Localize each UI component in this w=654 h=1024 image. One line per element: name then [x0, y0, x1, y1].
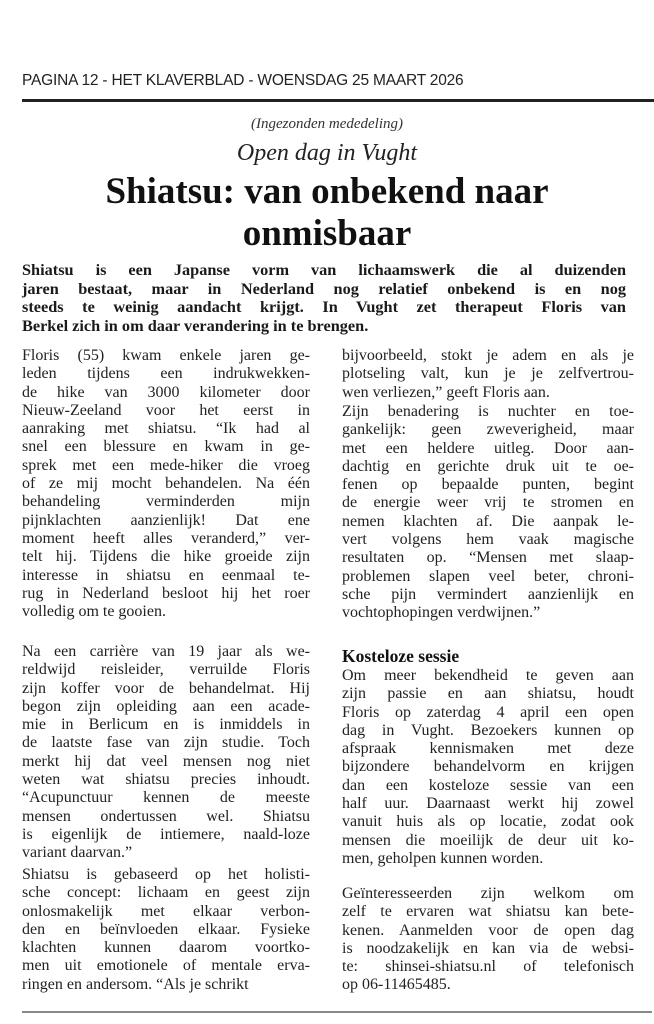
text-line: mie in Berlicum en is inmiddels in [22, 716, 310, 734]
text-line: Geïnteresseerden zijn welkom om [342, 885, 634, 902]
text-line: ringen en andersom. “Als je schrikt [22, 975, 249, 993]
right-paragraph-3 [342, 667, 634, 868]
text-line: reldwijd reisleider, verruilde Floris [22, 661, 310, 679]
text-line: Zijn benadering is nuchter en toe- [342, 403, 634, 420]
text-line: Berkel zich in om daar verandering in te brengen. [22, 315, 369, 335]
text-line: vanuit huis als op locatie, zodat ook [342, 813, 634, 831]
left-paragraph-3 [22, 866, 310, 994]
text-line: zijn passie en aan shiatsu, houdt [342, 685, 634, 703]
subtitle: Open dag in Vught [236, 140, 418, 166]
text-line: de hike van 3000 kilometer door [22, 383, 310, 401]
text-line: Shiatsu is een Japanse vorm van lichaamswerk die al duizenden [22, 260, 626, 279]
text-line: rug in Nederland besloot hij het roer [22, 584, 310, 602]
text-line: de laatste fase van zijn studie. Toch [22, 734, 310, 752]
text-line: Nieuw-Zeeland voor het eerst in [22, 401, 310, 419]
text-line: is noodzakelijk en kan via de websi- [342, 939, 634, 957]
text-line: zelf te ervaren wat shiatsu kan bete- [342, 903, 634, 921]
text-line: klachten kunnen daarom voortko- [22, 939, 310, 957]
text-line: sprek met een mede-hiker die vroeg [22, 456, 310, 474]
text-line: sche concept: lichaam en geest zijn [22, 884, 310, 902]
text-line: men uit emotionele of mentale erva- [22, 957, 310, 975]
lead-paragraph [22, 261, 626, 335]
text-line: plotseling valt, kun je je zelfvertrou- [342, 365, 634, 383]
text-line: variant daarvan.” [22, 844, 133, 862]
footer-rule [22, 1011, 652, 1013]
text-line: snel een blessure en kwam in ge- [22, 438, 310, 456]
text-line: steeds te weinig aandacht krijgt. In Vught zet therapeut Floris van [22, 297, 626, 316]
text-line: leden tijdens een indrukwekken- [22, 365, 310, 383]
text-line: onlosmakelijk met elkaar verbon- [22, 902, 310, 920]
text-line: zijn koffer voor de behandelmat. Hij [22, 679, 310, 697]
right-paragraph-2 [342, 403, 634, 623]
text-line: begon zijn opleiding aan een acade- [22, 697, 310, 715]
text-line: gankelijk: geen zweverigheid, maar [342, 421, 634, 439]
right-paragraph-1 [342, 347, 634, 402]
text-line: weten wat shiatsu precies inhoudt. [22, 771, 310, 789]
header-rule [22, 99, 654, 102]
text-line: jaren bestaat, maar in Nederland nog relatief onbekend is en nog [22, 278, 626, 298]
text-line: problemen slapen veel beter, chroni- [342, 567, 634, 585]
text-line: kenen. Aanmelden voor de open dag [342, 921, 634, 939]
text-line: mensen die moeilijk de deur uit ko- [342, 831, 634, 849]
text-line: bijzondere behandelvorm en krijgen [342, 758, 634, 776]
text-line: moment heeft alles veranderd,” ver- [22, 529, 310, 547]
text-line: den en beïnvloeden elkaar. Fysieke [22, 920, 310, 938]
text-line: bijvoorbeeld, stokt je adem en als je [342, 347, 634, 364]
text-line: afspraak kennismaken met deze [342, 740, 634, 758]
kicker: (Ingezonden mededeling) [250, 116, 404, 132]
text-line: met een heldere uitleg. Door aan- [342, 439, 634, 457]
text-line: resultaten op. “Mensen met slaap- [342, 549, 634, 567]
title-line: onmisbaar [242, 213, 412, 254]
text-line: Na een carrière van 19 jaar als we- [22, 643, 310, 660]
text-line: vert volgens hem vaak magische [342, 531, 634, 549]
text-line: Shiatsu is gebaseerd op het holisti- [22, 866, 310, 883]
text-line: aanraking met shiatsu. “Ik had al [22, 420, 310, 438]
text-line: telt hij. Tijdens die hike groeide zijn [22, 548, 310, 566]
text-line: dan een kosteloze sessie van een [342, 776, 634, 794]
left-paragraph-2 [22, 643, 310, 863]
text-line: dag in Vught. Bezoekers kunnen op [342, 721, 634, 739]
text-line: half uur. Daarnaast werkt hij zowel [342, 795, 634, 813]
left-paragraph-1 [22, 347, 310, 621]
text-line: pijnklachten aanzienlijk! Dat ene [22, 511, 310, 529]
text-line: is eigenlijk de intiemere, naald-loze [22, 825, 310, 843]
right-paragraph-4 [342, 885, 634, 995]
text-line: mensen ondertussen wel. Shiatsu [22, 807, 310, 825]
subheading: Kosteloze sessie [342, 646, 460, 666]
text-line: sche pijn vermindert aanzienlijk en [342, 585, 634, 603]
text-line: vochtophopingen verdwijnen.” [342, 604, 541, 622]
text-line: of ze mij mocht behandelen. Na één [22, 475, 310, 493]
text-line: te: shinsei-shiatsu.nl of telefonisch [342, 958, 634, 976]
text-line: nemen klachten af. Die aanpak le- [342, 512, 634, 530]
page-header: PAGINA 12 - HET KLAVERBLAD - WOENSDAG 25 MAART 2026 [22, 72, 464, 89]
text-line: Om meer bekendheid te geven aan [342, 667, 634, 684]
text-line: wen verliezen,” geeft Floris aan. [342, 383, 550, 401]
text-line: volledig om te gooien. [22, 603, 166, 621]
text-line: “Acupunctuur kennen de meeste [22, 789, 310, 807]
text-line: behandeling verminderden mijn [22, 493, 310, 511]
text-line: fenen op bepaalde punten, begint [342, 476, 634, 494]
text-line: men, geholpen kunnen worden. [342, 849, 544, 867]
text-line: interesse in shiatsu en eenmaal te- [22, 566, 310, 584]
title-line: Shiatsu: van onbekend naar [105, 171, 549, 212]
text-line: op 06-11465485. [342, 976, 451, 994]
article-title [0, 171, 654, 255]
text-line: Floris (55) kwam enkele jaren ge- [22, 347, 310, 364]
text-line: de energie weer vrij te stromen en [342, 494, 634, 512]
text-line: merkt hij dat veel mensen nog niet [22, 752, 310, 770]
text-line: dachtig en gerichte druk uit te oe- [342, 457, 634, 475]
text-line: Floris op zaterdag 4 april een open [342, 703, 634, 721]
